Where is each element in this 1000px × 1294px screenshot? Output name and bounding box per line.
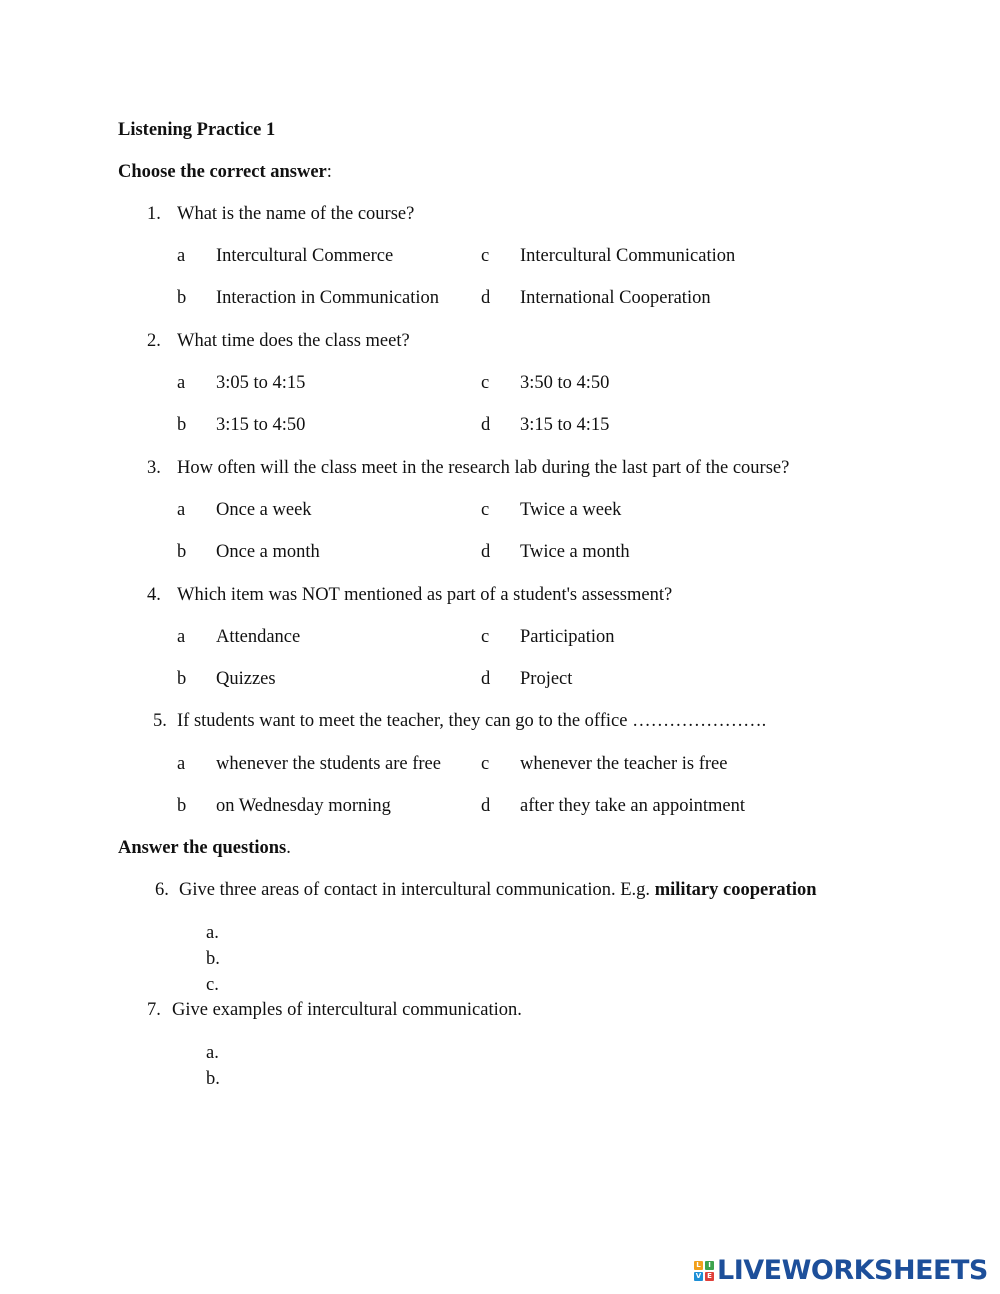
q6-answer-b-label: b.: [206, 949, 220, 969]
q5-option-d-text[interactable]: after they take an appointment: [520, 796, 745, 816]
q5-option-c-text[interactable]: whenever the teacher is free: [520, 754, 728, 774]
q1-option-b-text[interactable]: Interaction in Communication: [216, 288, 439, 308]
question-3-text: How often will the class meet in the research lab during the last part of the course?: [177, 458, 790, 478]
logo-mark-i: I: [705, 1261, 714, 1270]
q4-option-d-text[interactable]: Project: [520, 669, 573, 689]
q2-option-a-text[interactable]: 3:05 to 4:15: [216, 373, 306, 393]
question-3-number: 3.: [147, 458, 161, 478]
logo-mark-l: L: [694, 1261, 703, 1270]
q6-answer-c-label: c.: [206, 975, 219, 995]
q2-option-d-letter[interactable]: d: [481, 415, 491, 435]
q1-option-b-letter[interactable]: b: [177, 288, 187, 308]
q1-option-a-letter[interactable]: a: [177, 246, 186, 266]
q4-option-a-text[interactable]: Attendance: [216, 627, 301, 647]
q6-answer-a-label: a.: [206, 923, 219, 943]
q3-option-a-text[interactable]: Once a week: [216, 500, 312, 520]
question-2-number: 2.: [147, 331, 161, 351]
section-heading-choose-colon: :: [326, 162, 332, 182]
logo-mark-e: E: [705, 1272, 714, 1281]
logo-mark-v: V: [695, 1272, 702, 1280]
q1-option-c-letter[interactable]: c: [481, 246, 490, 266]
section-heading-choose: [118, 163, 332, 182]
q2-option-a-letter[interactable]: a: [177, 373, 186, 393]
q4-option-a-letter[interactable]: a: [177, 627, 186, 647]
section-heading-answer: [118, 839, 291, 858]
q4-option-d-letter[interactable]: d: [481, 669, 491, 689]
question-7-number: 7.: [147, 1000, 161, 1020]
q4-option-c-letter[interactable]: c: [481, 627, 490, 647]
q5-option-d-letter[interactable]: d: [481, 796, 491, 816]
liveworksheets-logo-text: LIVEWORKSHEETS: [717, 1255, 988, 1286]
question-4-text: Which item was NOT mentioned as part of a student's assessment?: [177, 585, 673, 605]
liveworksheets-logo-icon: [694, 1261, 714, 1281]
question-6-number: 6.: [155, 880, 169, 900]
q2-option-c-letter[interactable]: c: [481, 373, 490, 393]
q5-option-a-text[interactable]: whenever the students are free: [216, 754, 441, 774]
question-1-text: What is the name of the course?: [177, 204, 415, 224]
q5-option-a-letter[interactable]: a: [177, 754, 186, 774]
section-heading-answer-period: .: [286, 838, 291, 858]
question-7-text: Give examples of intercultural communication.: [172, 1000, 522, 1020]
q3-option-d-text[interactable]: Twice a month: [520, 542, 630, 562]
q4-option-c-text[interactable]: Participation: [520, 627, 615, 647]
question-4-number: 4.: [147, 585, 161, 605]
q2-option-d-text[interactable]: 3:15 to 4:15: [520, 415, 610, 435]
q5-option-b-letter[interactable]: b: [177, 796, 187, 816]
question-6-prompt: Give three areas of contact in intercultural communication. E.g.: [179, 880, 655, 900]
page-title: Listening Practice 1: [118, 120, 276, 140]
q7-answer-b-label: b.: [206, 1069, 220, 1089]
question-6-text: [179, 881, 817, 900]
liveworksheets-logo[interactable]: [694, 1255, 988, 1286]
q5-option-b-text[interactable]: on Wednesday morning: [216, 796, 391, 816]
q2-option-b-text[interactable]: 3:15 to 4:50: [216, 415, 306, 435]
q1-option-d-letter[interactable]: d: [481, 288, 491, 308]
question-5-text: If students want to meet the teacher, they can go to the office ………………….: [177, 711, 767, 731]
question-2-text: What time does the class meet?: [177, 331, 410, 351]
q3-option-c-letter[interactable]: c: [481, 500, 490, 520]
q2-option-c-text[interactable]: 3:50 to 4:50: [520, 373, 610, 393]
q3-option-a-letter[interactable]: a: [177, 500, 186, 520]
q4-option-b-text[interactable]: Quizzes: [216, 669, 276, 689]
q3-option-b-text[interactable]: Once a month: [216, 542, 320, 562]
q1-option-c-text[interactable]: Intercultural Communication: [520, 246, 736, 266]
q3-option-c-text[interactable]: Twice a week: [520, 500, 622, 520]
q3-option-b-letter[interactable]: b: [177, 542, 187, 562]
q1-option-a-text[interactable]: Intercultural Commerce: [216, 246, 394, 266]
q5-option-c-letter[interactable]: c: [481, 754, 490, 774]
section-heading-answer-label: Answer the questions: [118, 838, 287, 858]
q7-answer-a-label: a.: [206, 1043, 219, 1063]
q3-option-d-letter[interactable]: d: [481, 542, 491, 562]
question-6-example: military cooperation: [654, 880, 817, 900]
section-heading-choose-label: Choose the correct answer: [118, 162, 327, 182]
q4-option-b-letter[interactable]: b: [177, 669, 187, 689]
question-1-number: 1.: [147, 204, 161, 224]
question-5-number: 5.: [153, 711, 167, 731]
q2-option-b-letter[interactable]: b: [177, 415, 187, 435]
q1-option-d-text[interactable]: International Cooperation: [520, 288, 711, 308]
